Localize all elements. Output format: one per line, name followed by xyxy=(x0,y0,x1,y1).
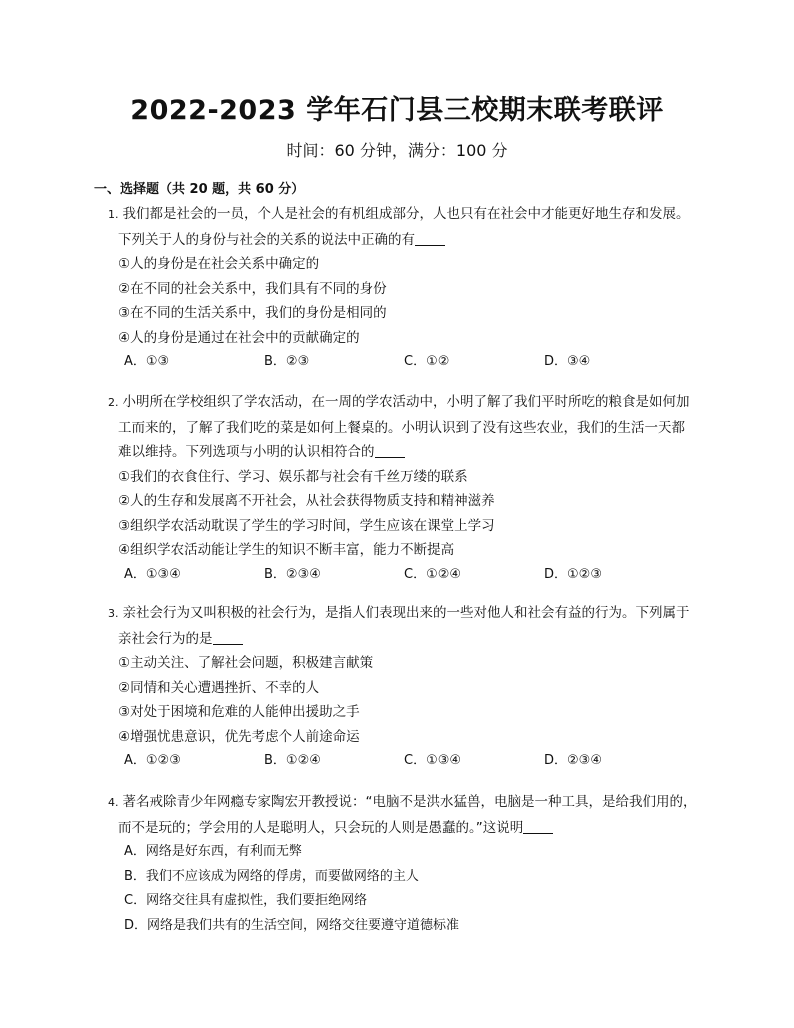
answer-blank xyxy=(375,443,405,458)
statement-item: ②同情和关心遭遇挫折、不幸的人 xyxy=(118,679,320,696)
choice-c: C．网络交往具有虚拟性，我们要拒绝网络 xyxy=(124,893,368,908)
choice-row xyxy=(108,563,708,588)
choice-row xyxy=(108,749,708,774)
statement-item: ①人的身份是在社会关系中确定的 xyxy=(118,256,320,272)
choice-d: D．网络是我们共有的生活空间，网络交往要遵守道德标准 xyxy=(124,917,460,933)
choice-b: B．②③ xyxy=(264,354,310,369)
statement-item: ④组织学农活动能让学生的知识不断丰富，能力不断提高 xyxy=(118,542,455,558)
exam-info: 时间：60 分钟，满分：100 分 xyxy=(286,141,508,160)
question-stem: 我们都是社会的一员，个人是社会的有机组成部分，人也只有在社会中才能更好地生存和发展。 xyxy=(122,206,690,222)
answer-blank xyxy=(415,231,445,246)
choice-a: A．网络是好东西，有利而无弊 xyxy=(124,844,302,859)
statement-item: ①我们的衣食住行、学习、娱乐都与社会有千丝万缕的联系 xyxy=(118,468,468,485)
question-number: 3. xyxy=(108,607,119,620)
choice-c: C．①②④ xyxy=(404,566,462,582)
choice-row xyxy=(108,350,708,375)
choice-a: A．①②③ xyxy=(124,753,181,768)
statement-item: ③在不同的生活关系中，我们的身份是相同的 xyxy=(118,305,387,321)
question-1 xyxy=(108,202,708,375)
question-2 xyxy=(108,390,708,587)
question-stem: 亲社会行为又叫积极的社会行为，是指人们表现出来的一些对他人和社会有益的行为。下列属于 xyxy=(122,605,690,621)
section-heading: 一、选择题（共 20 题，共 60 分） xyxy=(94,182,305,197)
question-stem: 著名戒除青少年网瘾专家陶宏开教授说：“电脑不是洪水猛兽，电脑是一种工具，是给我们用的， xyxy=(122,794,697,810)
question-stem: 而不是玩的；学会用的人是聪明人，只会玩的人则是愚蠢的。”这说明 xyxy=(118,819,524,836)
statement-item: ①主动关注、了解社会问题，积极建言献策 xyxy=(118,655,374,671)
question-4 xyxy=(108,790,718,938)
question-stem: 工而来的，了解了我们吃的菜是如何上餐桌的。小明认识到了没有这些农业，我们的生活一天都 xyxy=(118,419,685,436)
answer-blank xyxy=(523,819,553,834)
choice-b: B．②③④ xyxy=(264,566,321,582)
question-stem: 小明所在学校组织了学农活动，在一周的学农活动中，小明了解了我们平时所吃的粮食是如何加 xyxy=(122,394,690,410)
question-number: 4. xyxy=(108,796,119,809)
answer-blank xyxy=(213,630,243,645)
statement-item: ④增强忧患意识，优先考虑个人前途命运 xyxy=(118,728,360,745)
choice-b: B．①②④ xyxy=(264,753,321,768)
page-title: 2022-2023 学年石门县三校期末联考联评 xyxy=(130,95,664,126)
question-stem: 下列关于人的身份与社会的关系的说法中正确的有 xyxy=(118,231,415,248)
choice-a: A．①③ xyxy=(124,354,170,369)
question-stem: 亲社会行为的是 xyxy=(118,630,213,647)
statement-item: ③组织学农活动耽误了学生的学习时间，学生应该在课堂上学习 xyxy=(118,517,495,534)
choice-c: C．①② xyxy=(404,354,450,369)
statement-item: ④人的身份是通过在社会中的贡献确定的 xyxy=(118,329,360,346)
question-number: 2. xyxy=(108,396,119,409)
question-number: 1. xyxy=(108,208,119,221)
statement-item: ②人的生存和发展离不开社会，从社会获得物质支持和精神滋养 xyxy=(118,493,495,509)
choice-d: D．③④ xyxy=(544,354,591,369)
choice-d: D．①②③ xyxy=(544,566,602,582)
statement-item: ②在不同的社会关系中，我们具有不同的身份 xyxy=(118,280,387,297)
choice-list xyxy=(108,840,718,938)
choice-b: B．我们不应该成为网络的俘虏，而要做网络的主人 xyxy=(124,868,419,884)
choice-c: C．①③④ xyxy=(404,753,462,768)
question-3 xyxy=(108,601,708,774)
choice-d: D．②③④ xyxy=(544,753,602,768)
question-stem: 难以维持。下列选项与小明的认识相符合的 xyxy=(118,444,375,460)
statement-item: ③对处于困境和危难的人能伸出援助之手 xyxy=(118,704,360,720)
choice-a: A．①③④ xyxy=(124,566,181,582)
